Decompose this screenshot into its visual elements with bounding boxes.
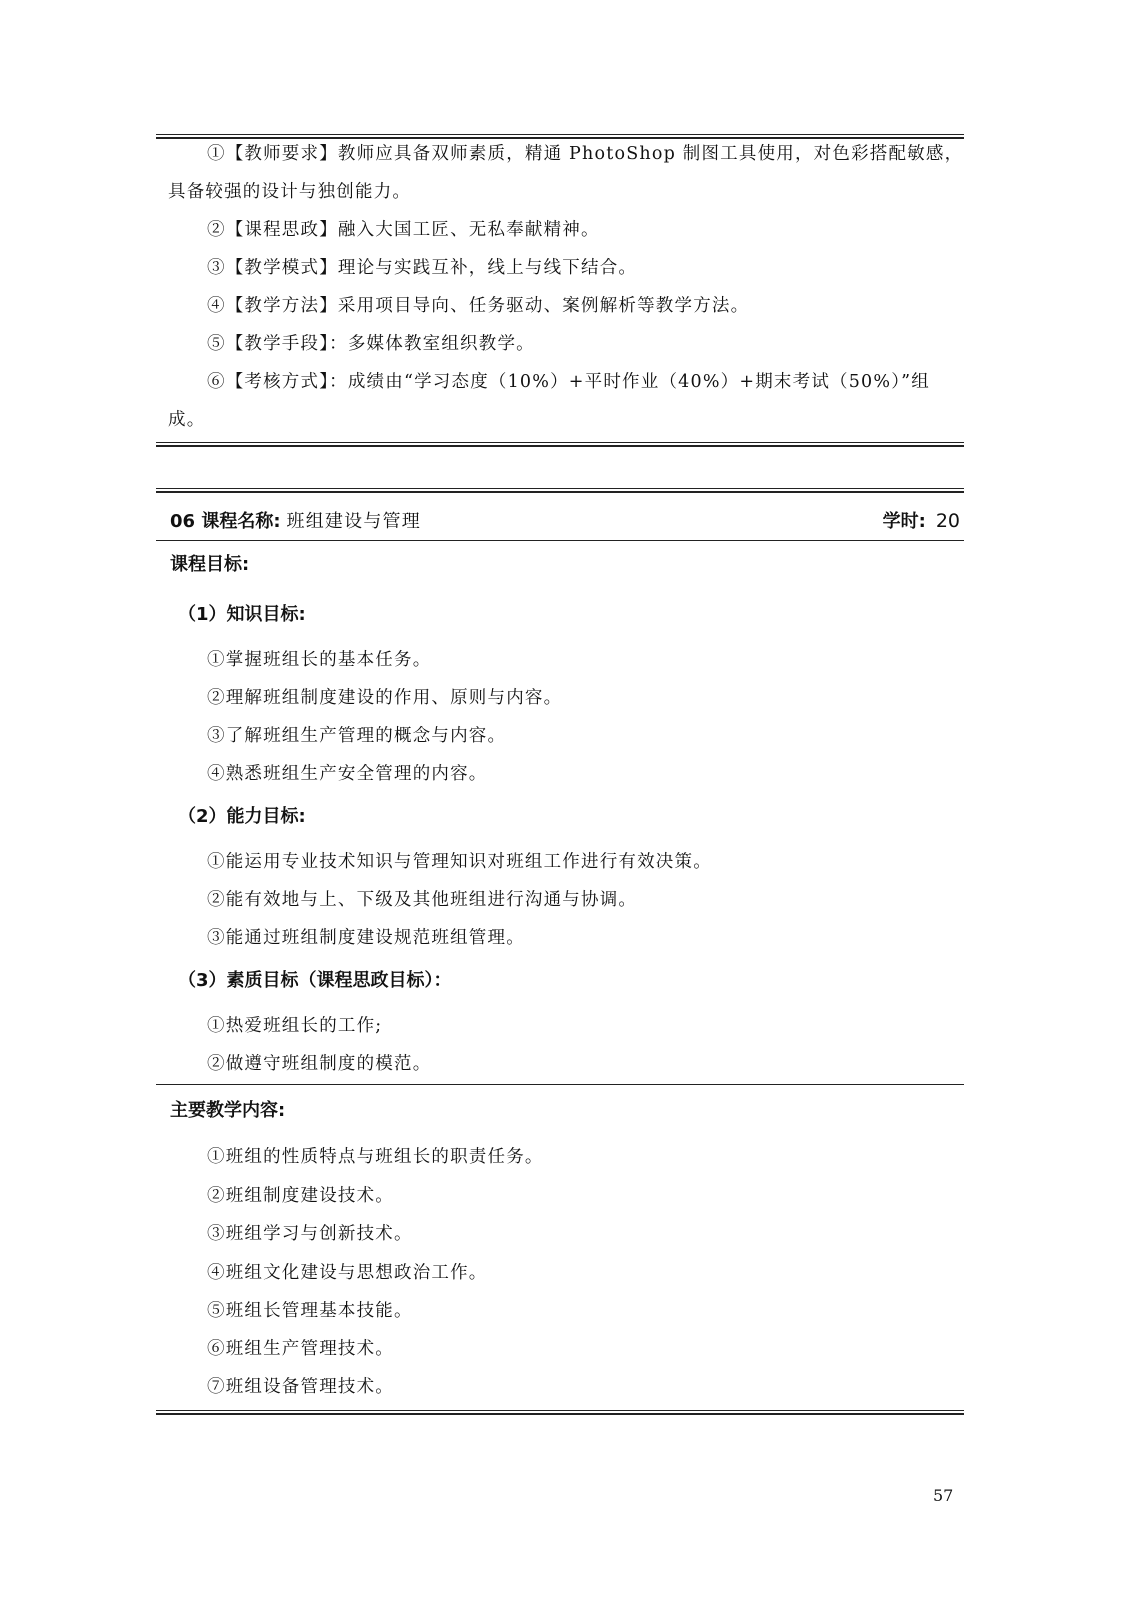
content-item: ⑤班组长管理基本技能。 <box>207 1301 413 1321</box>
ability-objective-item: ①能运用专业技术知识与管理知识对班组工作进行有效决策。 <box>207 852 712 872</box>
content-item: ①班组的性质特点与班组长的职责任务。 <box>207 1147 544 1167</box>
content-item: ④班组文化建设与思想政治工作。 <box>207 1263 488 1283</box>
objectives-title: 课程目标: <box>170 554 250 575</box>
knowledge-objective-item: ③了解班组生产管理的概念与内容。 <box>207 726 507 746</box>
content-item: ②班组制度建设技术。 <box>207 1186 394 1206</box>
content-title: 主要教学内容: <box>170 1100 286 1121</box>
requirement-paragraph: ②【课程思政】融入大国工匠、无私奉献精神。 <box>207 220 600 240</box>
hours-label: 学时: <box>882 511 926 532</box>
header-divider <box>156 540 964 541</box>
ability-objectives-title: （2）能力目标: <box>178 806 306 827</box>
requirement-paragraph: ④【教学方法】采用项目导向、任务驱动、案例解析等教学方法。 <box>207 296 750 316</box>
top-double-rule <box>156 134 964 139</box>
requirement-paragraph-continuation: 成。 <box>168 410 206 430</box>
ability-objective-item: ②能有效地与上、下级及其他班组进行沟通与协调。 <box>207 890 638 910</box>
requirement-paragraph: ⑥【考核方式】：成绩由“学习态度（10%）+平时作业（40%）+期末考试（50%）”组 <box>207 372 931 392</box>
requirement-paragraph: ①【教师要求】教师应具备双师素质，精通 PhotoShop 制图工具使用，对色彩搭配敏感， <box>207 144 964 164</box>
content-item: ⑥班组生产管理技术。 <box>207 1339 394 1359</box>
quality-objective-item: ①热爱班组长的工作; <box>207 1016 383 1036</box>
quality-objectives-title: （3）素质目标（课程思政目标）： <box>178 970 452 991</box>
course-header-double-rule <box>156 488 964 493</box>
requirement-paragraph: ⑤【教学手段】：多媒体教室组织教学。 <box>207 334 535 354</box>
course-name: 班组建设与管理 <box>286 511 421 532</box>
knowledge-objectives-title: （1）知识目标: <box>178 604 306 625</box>
course-header <box>170 507 960 535</box>
content-item: ⑦班组设备管理技术。 <box>207 1377 394 1397</box>
content-item: ③班组学习与创新技术。 <box>207 1224 413 1244</box>
bottom-double-rule <box>156 1410 964 1415</box>
requirement-paragraph: ③【教学模式】理论与实践互补，线上与线下结合。 <box>207 258 638 278</box>
content-divider <box>156 1084 964 1085</box>
ability-objective-item: ③能通过班组制度建设规范班组管理。 <box>207 928 525 948</box>
section-end-double-rule <box>156 442 964 447</box>
knowledge-objective-item: ①掌握班组长的基本任务。 <box>207 650 432 670</box>
course-name-label: 06 课程名称: <box>170 511 281 532</box>
quality-objective-item: ②做遵守班组制度的模范。 <box>207 1054 432 1074</box>
knowledge-objective-item: ②理解班组制度建设的作用、原则与内容。 <box>207 688 563 708</box>
requirement-paragraph-continuation: 具备较强的设计与独创能力。 <box>168 182 412 202</box>
hours-value: 20 <box>935 510 960 532</box>
knowledge-objective-item: ④熟悉班组生产安全管理的内容。 <box>207 764 488 784</box>
page-number: 57 <box>933 1486 954 1505</box>
